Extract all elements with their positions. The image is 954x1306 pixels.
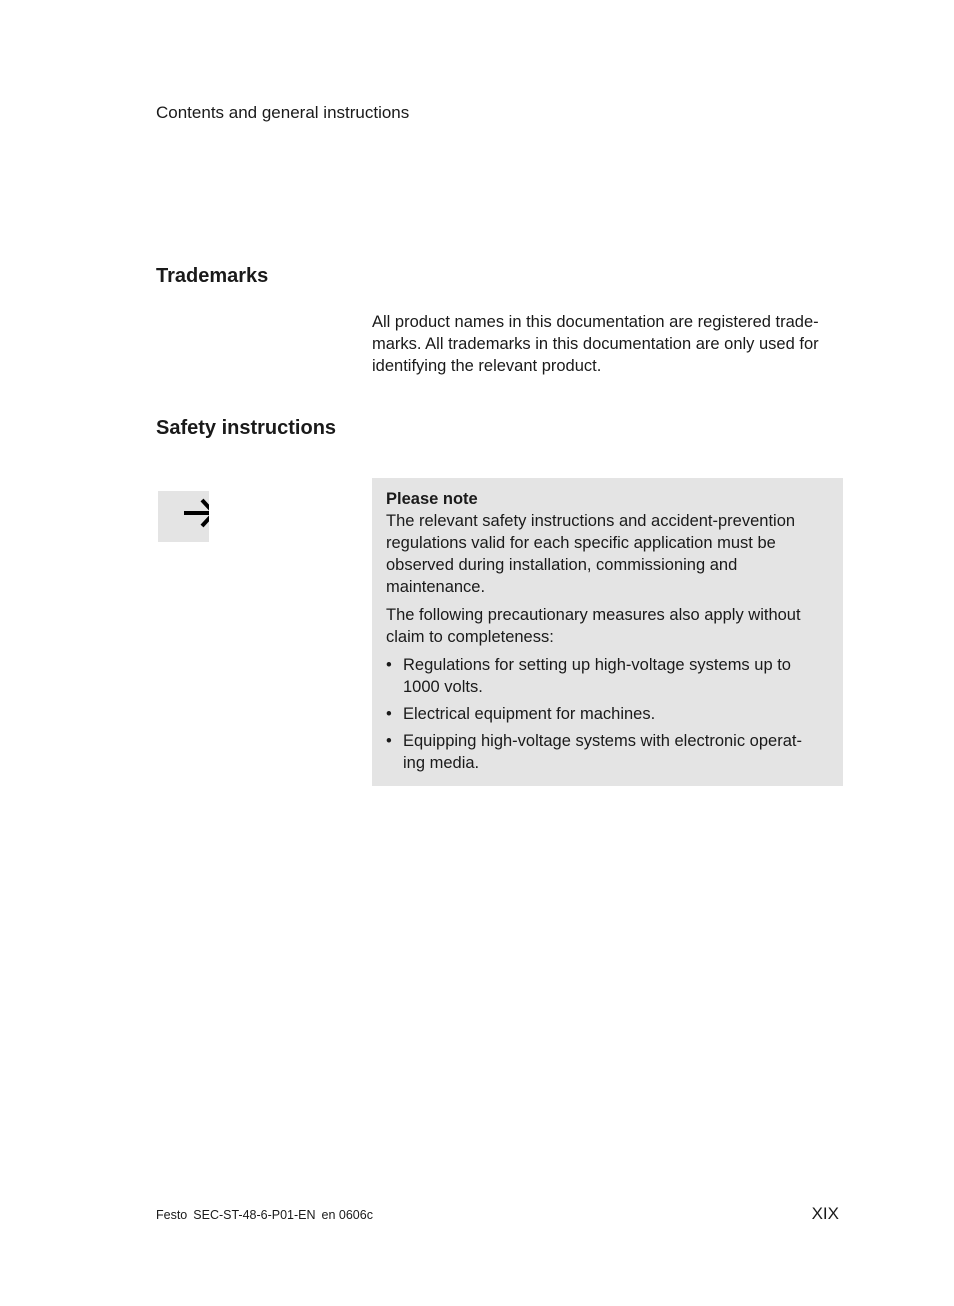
- trademarks-line: All product names in this documentation are registered trade-: [372, 313, 819, 331]
- trademarks-heading: Trademarks: [156, 265, 269, 287]
- trademarks-line: identifying the relevant product.: [372, 357, 602, 375]
- list-item-line: Electrical equipment for machines.: [403, 705, 656, 723]
- note-line: maintenance.: [386, 578, 486, 596]
- bullet: •: [386, 656, 392, 674]
- note-paragraph: [386, 510, 829, 598]
- page-number: XIX: [811, 1204, 839, 1223]
- bullet: •: [386, 732, 392, 750]
- list-item-line: Equipping high-voltage systems with electronic operat-: [403, 732, 802, 750]
- note-line: The following precautionary measures also apply without: [386, 606, 801, 624]
- list-item-line: ing media.: [403, 754, 480, 772]
- safety-instructions-heading: Safety instructions: [156, 417, 337, 439]
- trademarks-paragraph: [372, 311, 844, 377]
- footer-lang-rev: en 0606c: [321, 1208, 373, 1222]
- list-item: [386, 730, 829, 774]
- running-header: Contents and general instructions: [156, 103, 410, 122]
- footer-doc-id: SEC-ST-48-6-P01-EN: [193, 1208, 316, 1222]
- note-title: Please note: [386, 490, 478, 508]
- list-item: [386, 654, 829, 698]
- precaution-list: [386, 654, 829, 774]
- list-item-line: Regulations for setting up high-voltage systems up to: [403, 656, 791, 674]
- arrow-right-icon: [158, 491, 209, 542]
- note-line: regulations valid for each specific application must be: [386, 534, 776, 552]
- list-item: [386, 703, 829, 725]
- footer-doc-info: [156, 1207, 373, 1223]
- trademarks-line: marks. All trademarks in this documentation are only used for: [372, 335, 819, 353]
- list-item-line: 1000 volts.: [403, 678, 483, 696]
- note-line: claim to completeness:: [386, 628, 554, 646]
- note-paragraph: [386, 604, 829, 648]
- please-note-box: [372, 478, 843, 786]
- bullet: •: [386, 705, 392, 723]
- note-line: The relevant safety instructions and accident-prevention: [386, 512, 796, 530]
- footer-brand: Festo: [156, 1208, 188, 1222]
- note-line: observed during installation, commissioning and: [386, 556, 738, 574]
